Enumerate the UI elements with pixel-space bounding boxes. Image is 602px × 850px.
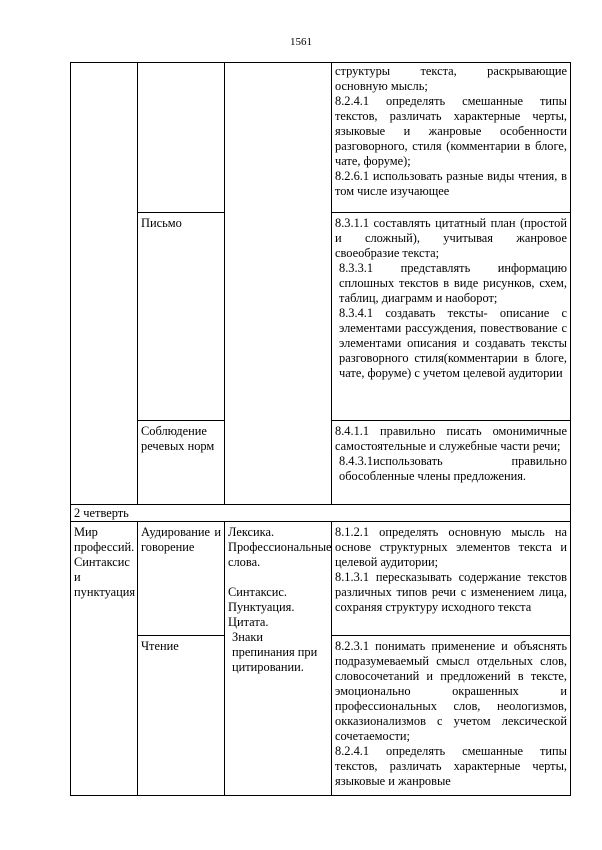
- goal-item: 8.1.3.1 пересказывать содержание текстов различных типов речи с изменением лица, сохраняя структуру исходного текста: [335, 570, 567, 614]
- skill-cell: [138, 636, 225, 796]
- quarter-heading: [71, 505, 571, 522]
- goals-cell: [332, 636, 571, 796]
- goal-item: структуры текста, раскрывающие основную мысль;: [335, 64, 567, 93]
- topic-text: Лексика. Профессиональные слова. Синтаксис. Пунктуация. Цитата.: [228, 525, 332, 629]
- table-row: [71, 522, 571, 636]
- goal-item: 8.3.3.1 представлять информацию сплошных текстов в виде рисунков, схем, таблиц, диаграмм и наоборот;: [339, 261, 567, 305]
- skill-cell: [138, 63, 225, 213]
- quarter-label: 2 четверть: [74, 506, 129, 520]
- skill-label: Соблюдение речевых норм: [141, 424, 215, 453]
- topic-text: Знаки препинания при цитировании.: [232, 630, 318, 674]
- goal-item: 8.2.4.1 определять смешанные типы текстов, различать характерные черты, языковые и жанровые: [335, 744, 567, 788]
- skill-label: Аудирование и говорение: [141, 525, 221, 554]
- topic-cell: [225, 63, 332, 505]
- goal-item: 8.2.6.1 использовать разные виды чтения, в том числе изучающее: [335, 169, 567, 198]
- goal-item: 8.4.1.1 правильно писать омонимичные самостоятельные и служебные части речи;: [335, 424, 567, 453]
- goals-cell: [332, 421, 571, 505]
- goal-item: 8.2.3.1 понимать применение и объяснять подразумеваемый смысл отдельных слов, словосочетаний и предложений в тексте, эмоционально окрашенных и профессиональных слов, неологизмов, окказионализмов с учетом лексической сочетаемости;: [335, 639, 567, 743]
- goal-item: 8.3.1.1 составлять цитатный план (простой и сложный), учитывая жанровое своеобразие текста;: [335, 216, 567, 260]
- table-row: [71, 63, 571, 213]
- table-row: [71, 505, 571, 522]
- skill-cell: [138, 213, 225, 421]
- theme-cell: [71, 522, 138, 796]
- goals-cell: [332, 63, 571, 213]
- goal-item: 8.3.4.1 создавать тексты- описание с элементами рассуждения, повествование с элементами описания и создавать тексты разговорного стиля(комментарии в блоге, чате, форуме) с учетом целевой аудитории: [339, 306, 567, 380]
- topic-cell: [225, 522, 332, 796]
- goal-item: 8.1.2.1 определять основную мысль на основе структурных элементов текста и целевой аудитории;: [335, 525, 567, 569]
- skill-label: Чтение: [141, 639, 179, 653]
- skill-label: Письмо: [141, 216, 182, 230]
- curriculum-table: [70, 62, 571, 796]
- skill-cell: [138, 421, 225, 505]
- skill-cell: [138, 522, 225, 636]
- page-number: 1561: [290, 36, 312, 48]
- goals-cell: [332, 213, 571, 421]
- theme-cell: [71, 63, 138, 505]
- goals-cell: [332, 522, 571, 636]
- theme-label: Мир профессий. Синтаксис и пунктуация: [74, 525, 136, 599]
- goal-item: 8.4.3.1использовать правильно обособленные члены предложения.: [339, 454, 567, 483]
- goal-item: 8.2.4.1 определять смешанные типы текстов, различать характерные черты, языковые и жанровые особенности разговорного, стиля (комментарии в блоге, чате, форуме);: [335, 94, 567, 168]
